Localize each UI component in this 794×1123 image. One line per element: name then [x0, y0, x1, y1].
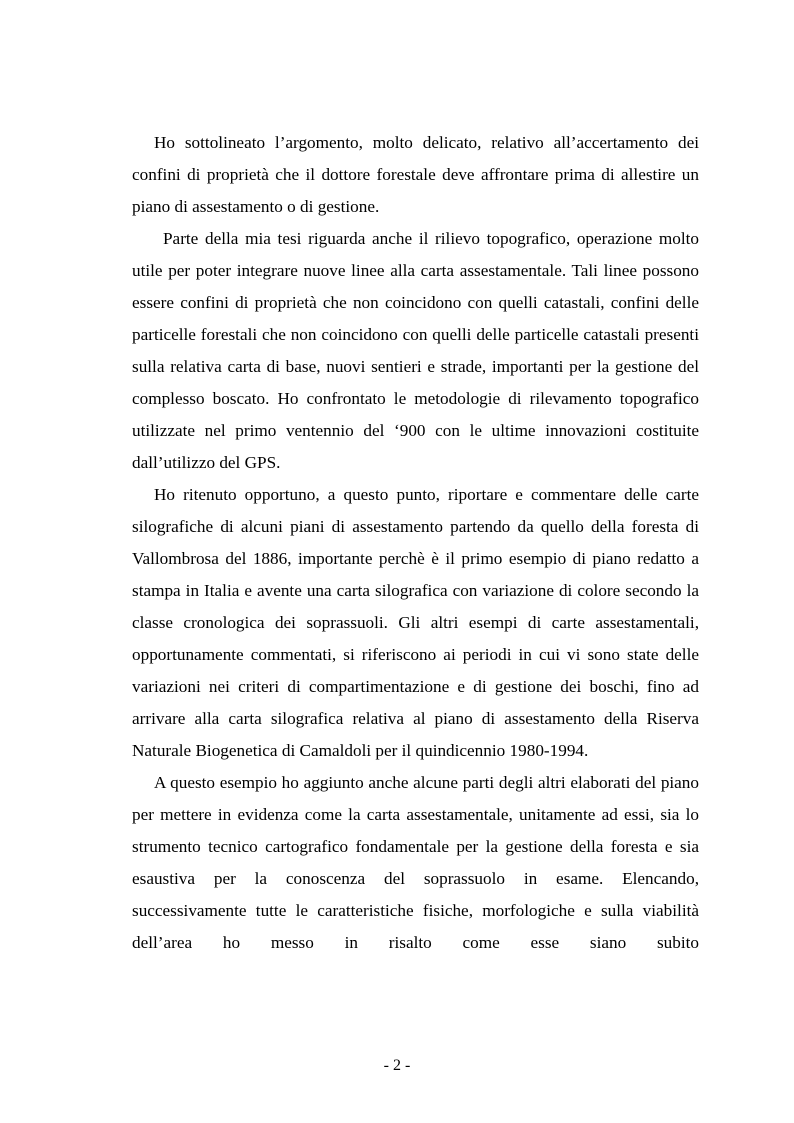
paragraph-2: Parte della mia tesi riguarda anche il rilievo topografico, operazione molto utile per poter integrare nuove linee alla carta assestamentale. Tali linee possono essere confini di proprietà che non coincidono con quelli catastali, confini delle particelle forestali che non coincidono con quelli delle particelle catastali presenti sulla relativa carta di base, nuovi sentieri e strade, importanti per la gestione del complesso boscato. Ho confrontato le metodologie di rilevamento topografico utilizzate nel primo ventennio del ‘900 con le ultime innovazioni costituite dall’utilizzo del GPS.	[132, 229, 699, 472]
paragraph-1: Ho sottolineato l’argomento, molto delicato, relativo all’accertamento dei confini di proprietà che il dottore forestale deve affrontare prima di allestire un piano di assestamento o di gestione.	[132, 133, 699, 216]
page-number: - 2 -	[383, 1057, 411, 1074]
paragraph-3: Ho ritenuto opportuno, a questo punto, riportare e commentare delle carte silografiche di alcuni piani di assestamento partendo da quello della foresta di Vallombrosa del 1886, importante perchè è il primo esempio di piano redatto a stampa in Italia e avente una carta silografica con variazione di colore secondo la classe cronologica dei soprassuoli. Gli altri esempi di carte assestamentali, opportunamente commentati, si riferiscono ai periodi in cui vi sono state delle variazioni nei criteri di compartimentazione e di gestione dei boschi, fino ad arrivare alla carta silografica relativa al piano di assestamento della Riserva Naturale Biogenetica di Camaldoli per il quindicennio 1980-1994.	[132, 485, 699, 760]
paragraph-4: A questo esempio ho aggiunto anche alcune parti degli altri elaborati del piano per mettere in evidenza come la carta assestamentale, unitamente ad essi, sia lo strumento tecnico cartografico fondamentale per la gestione della foresta e sia esaustiva per la conoscenza del soprassuolo in esame. Elencando, successivamente tutte le caratteristiche fisiche, morfologiche e sulla viabilità dell’area ho messo in risalto come esse siano subito	[132, 773, 699, 952]
document-body	[132, 127, 699, 959]
